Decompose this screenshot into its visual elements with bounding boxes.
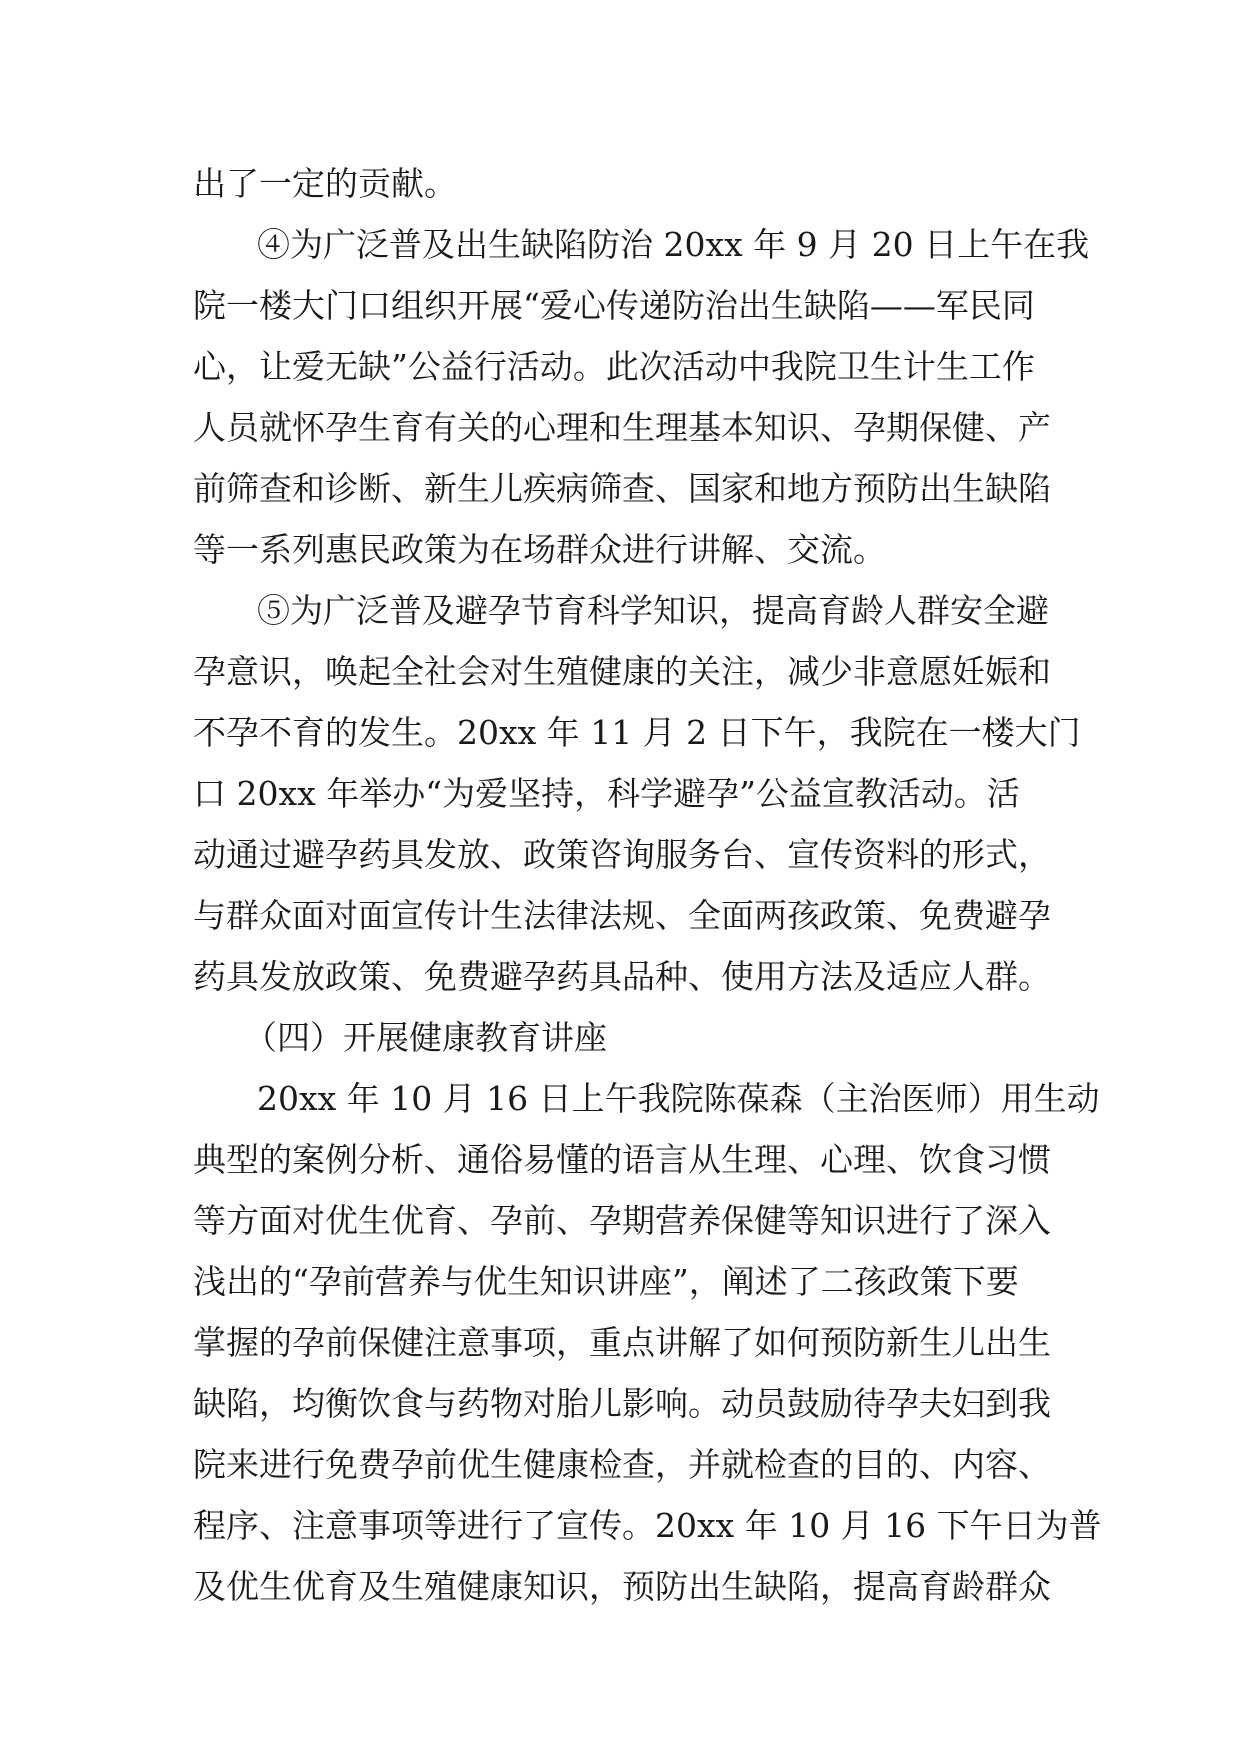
text-line: 心，让爱无缺”公益行活动。此次活动中我院卫生计生工作 bbox=[193, 347, 1035, 386]
text-line: 浅出的“孕前营养与优生知识讲座”，阐述了二孩政策下要 bbox=[193, 1262, 1019, 1301]
text-line: 院来进行免费孕前优生健康检查，并就检查的目的、内容、 bbox=[193, 1445, 1051, 1484]
text-line: ④为广泛普及出生缺陷防治 20xx 年 9 月 20 日上午在我 bbox=[257, 225, 1090, 264]
text-line: 动通过避孕药具发放、政策咨询服务台、宣传资料的形式， bbox=[193, 835, 1051, 874]
text-line: ⑤为广泛普及避孕节育科学知识，提高育龄人群安全避 bbox=[257, 591, 1049, 630]
text-line: 不孕不育的发生。20xx 年 11 月 2 日下午，我院在一楼大门 bbox=[193, 713, 1081, 752]
text-line: 缺陷，均衡饮食与药物对胎儿影响。动员鼓励待孕夫妇到我 bbox=[193, 1384, 1051, 1423]
text-line: 院一楼大门口组织开展“爱心传递防治出生缺陷——军民同 bbox=[193, 286, 1035, 325]
text-line: 20xx 年 10 月 16 日上午我院陈葆森（主治医师）用生动 bbox=[257, 1079, 1100, 1118]
text-line: 药具发放政策、免费避孕药具品种、使用方法及适应人群。 bbox=[193, 957, 1051, 996]
text-line: 及优生优育及生殖健康知识，预防出生缺陷，提高育龄群众 bbox=[193, 1567, 1051, 1606]
text-line: 前筛查和诊断、新生儿疾病筛查、国家和地方预防出生缺陷 bbox=[193, 469, 1051, 508]
text-line: 与群众面对面宣传计生法律法规、全面两孩政策、免费避孕 bbox=[193, 896, 1051, 935]
text-line: 等一系列惠民政策为在场群众进行讲解、交流。 bbox=[193, 530, 886, 569]
text-line: 口 20xx 年举办“为爱坚持，科学避孕”公益宣教活动。活 bbox=[193, 774, 1020, 813]
text-line: 掌握的孕前保健注意事项，重点讲解了如何预防新生儿出生 bbox=[193, 1323, 1051, 1362]
section-heading: （四）开展健康教育讲座 bbox=[244, 1018, 607, 1057]
text-line: 典型的案例分析、通俗易懂的语言从生理、心理、饮食习惯 bbox=[193, 1140, 1051, 1179]
text-line: 出了一定的贡献。 bbox=[193, 164, 457, 203]
text-line: 等方面对优生优育、孕前、孕期营养保健等知识进行了深入 bbox=[193, 1201, 1051, 1240]
text-line: 程序、注意事项等进行了宣传。20xx 年 10 月 16 下午日为普 bbox=[193, 1506, 1102, 1545]
text-line: 人员就怀孕生育有关的心理和生理基本知识、孕期保健、产 bbox=[193, 408, 1051, 447]
text-line: 孕意识，唤起全社会对生殖健康的关注，减少非意愿妊娠和 bbox=[193, 652, 1051, 691]
